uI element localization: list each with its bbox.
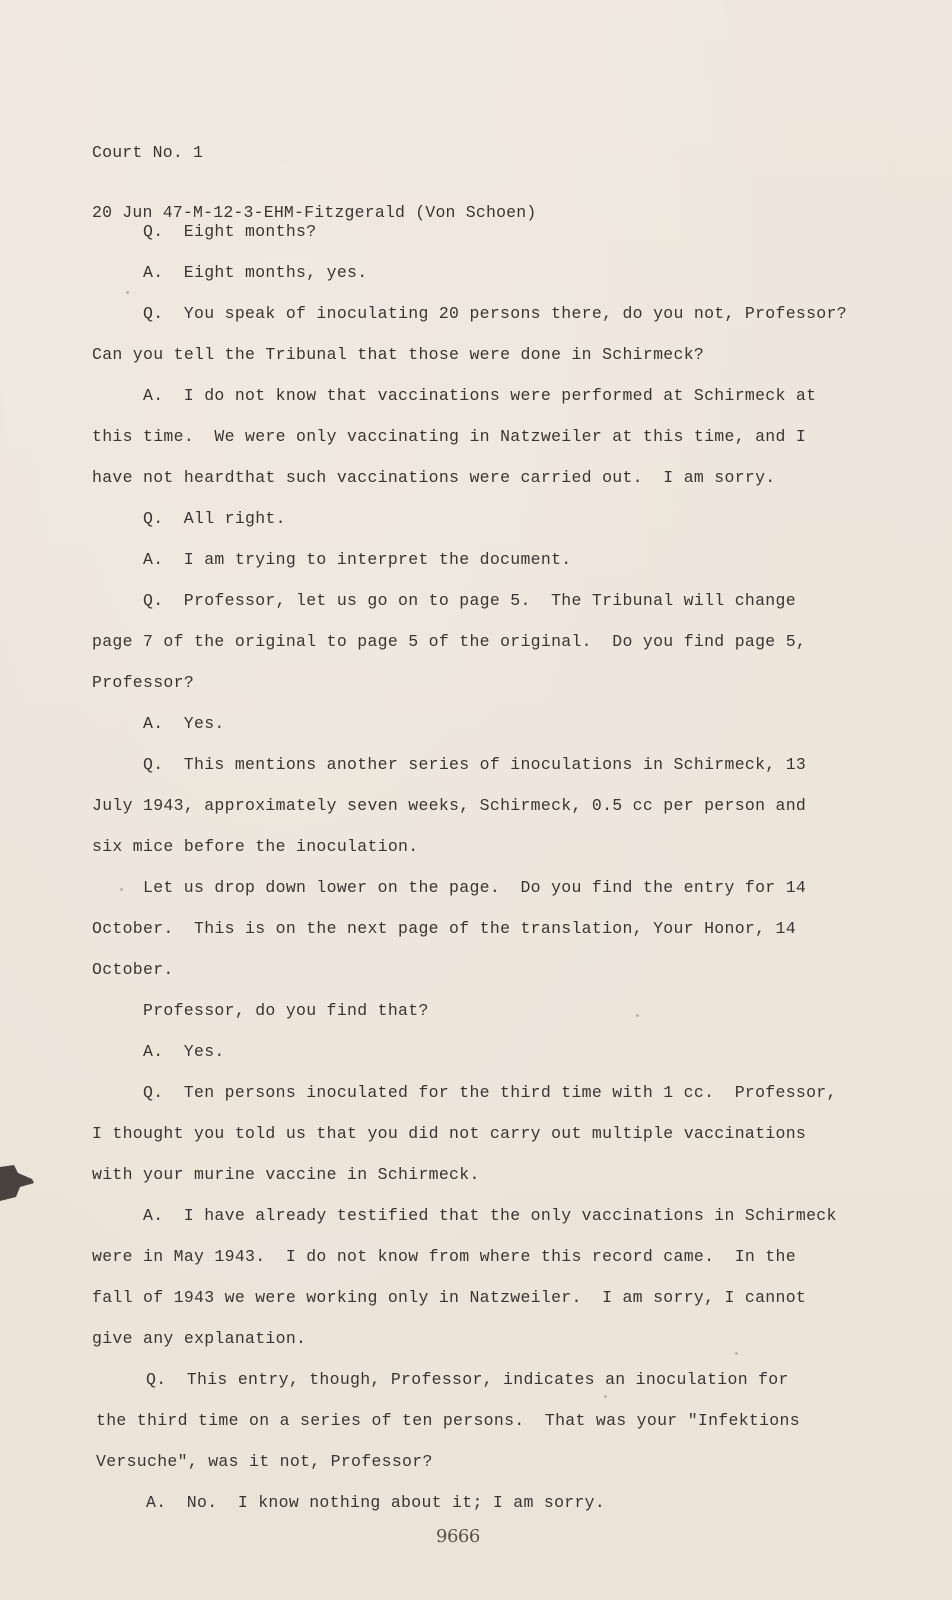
- transcript-line: Q. Ten persons inoculated for the third time with 1 cc. Professor,: [143, 1083, 837, 1102]
- transcript-line: Professor?: [92, 673, 195, 692]
- paper-speck: [735, 1352, 738, 1355]
- transcript-line: Professor, do you find that?: [143, 1001, 429, 1020]
- transcript-line: Q. This entry, though, Professor, indicates an inoculation for: [146, 1370, 789, 1389]
- transcript-line: A. I have already testified that the only vaccinations in Schirmeck: [143, 1206, 837, 1225]
- transcript-line: July 1943, approximately seven weeks, Schirmeck, 0.5 cc per person and: [92, 796, 807, 815]
- transcript-line: A. I do not know that vaccinations were performed at Schirmeck at: [143, 386, 817, 405]
- transcript-line: October.: [92, 960, 174, 979]
- transcript-line: were in May 1943. I do not know from where this record came. In the: [92, 1247, 796, 1266]
- transcript-line: Q. Eight months?: [143, 222, 317, 241]
- transcript-line: six mice before the inoculation.: [92, 837, 419, 856]
- transcript-line: with your murine vaccine in Schirmeck.: [92, 1165, 480, 1184]
- paper-speck: [120, 888, 123, 891]
- transcript-line: I thought you told us that you did not carry out multiple vaccinations: [92, 1124, 807, 1143]
- session-reference: 20 Jun 47-M-12-3-EHM-Fitzgerald (Von Schoen): [92, 203, 537, 222]
- paper-speck: [126, 291, 129, 294]
- transcript-line: this time. We were only vaccinating in Natzweiler at this time, and I: [92, 427, 807, 446]
- paper-speck: [636, 1014, 639, 1017]
- paper-speck: [604, 1395, 607, 1398]
- page-number: 9666: [436, 1526, 480, 1547]
- transcript-line: Q. All right.: [143, 509, 286, 528]
- transcript-line: A. Eight months, yes.: [143, 263, 368, 282]
- transcript-line: the third time on a series of ten persons. That was your "Infektions: [96, 1411, 800, 1430]
- transcript-line: A. No. I know nothing about it; I am sorry.: [146, 1493, 606, 1512]
- transcript-line: fall of 1943 we were working only in Natzweiler. I am sorry, I cannot: [92, 1288, 807, 1307]
- transcript-line: Versuche", was it not, Professor?: [96, 1452, 433, 1471]
- transcript-line: page 7 of the original to page 5 of the original. Do you find page 5,: [92, 632, 807, 651]
- transcript-line: Q. You speak of inoculating 20 persons there, do you not, Professor?: [143, 304, 847, 323]
- transcript-line: have not heardthat such vaccinations were carried out. I am sorry.: [92, 468, 776, 487]
- transcript-line: Q. Professor, let us go on to page 5. The Tribunal will change: [143, 591, 796, 610]
- transcript-line: A. Yes.: [143, 714, 225, 733]
- transcript-line: Let us drop down lower on the page. Do you find the entry for 14: [143, 878, 807, 897]
- transcript-line: give any explanation.: [92, 1329, 307, 1348]
- transcript-line: Can you tell the Tribunal that those were done in Schirmeck?: [92, 345, 705, 364]
- transcript-line: A. Yes.: [143, 1042, 225, 1061]
- transcript-line: Q. This mentions another series of inoculations in Schirmeck, 13: [143, 755, 807, 774]
- transcript-line: A. I am trying to interpret the document.: [143, 550, 572, 569]
- binding-hole-mark: [0, 1163, 34, 1203]
- transcript-line: October. This is on the next page of the translation, Your Honor, 14: [92, 919, 796, 938]
- court-number: Court No. 1: [92, 143, 204, 162]
